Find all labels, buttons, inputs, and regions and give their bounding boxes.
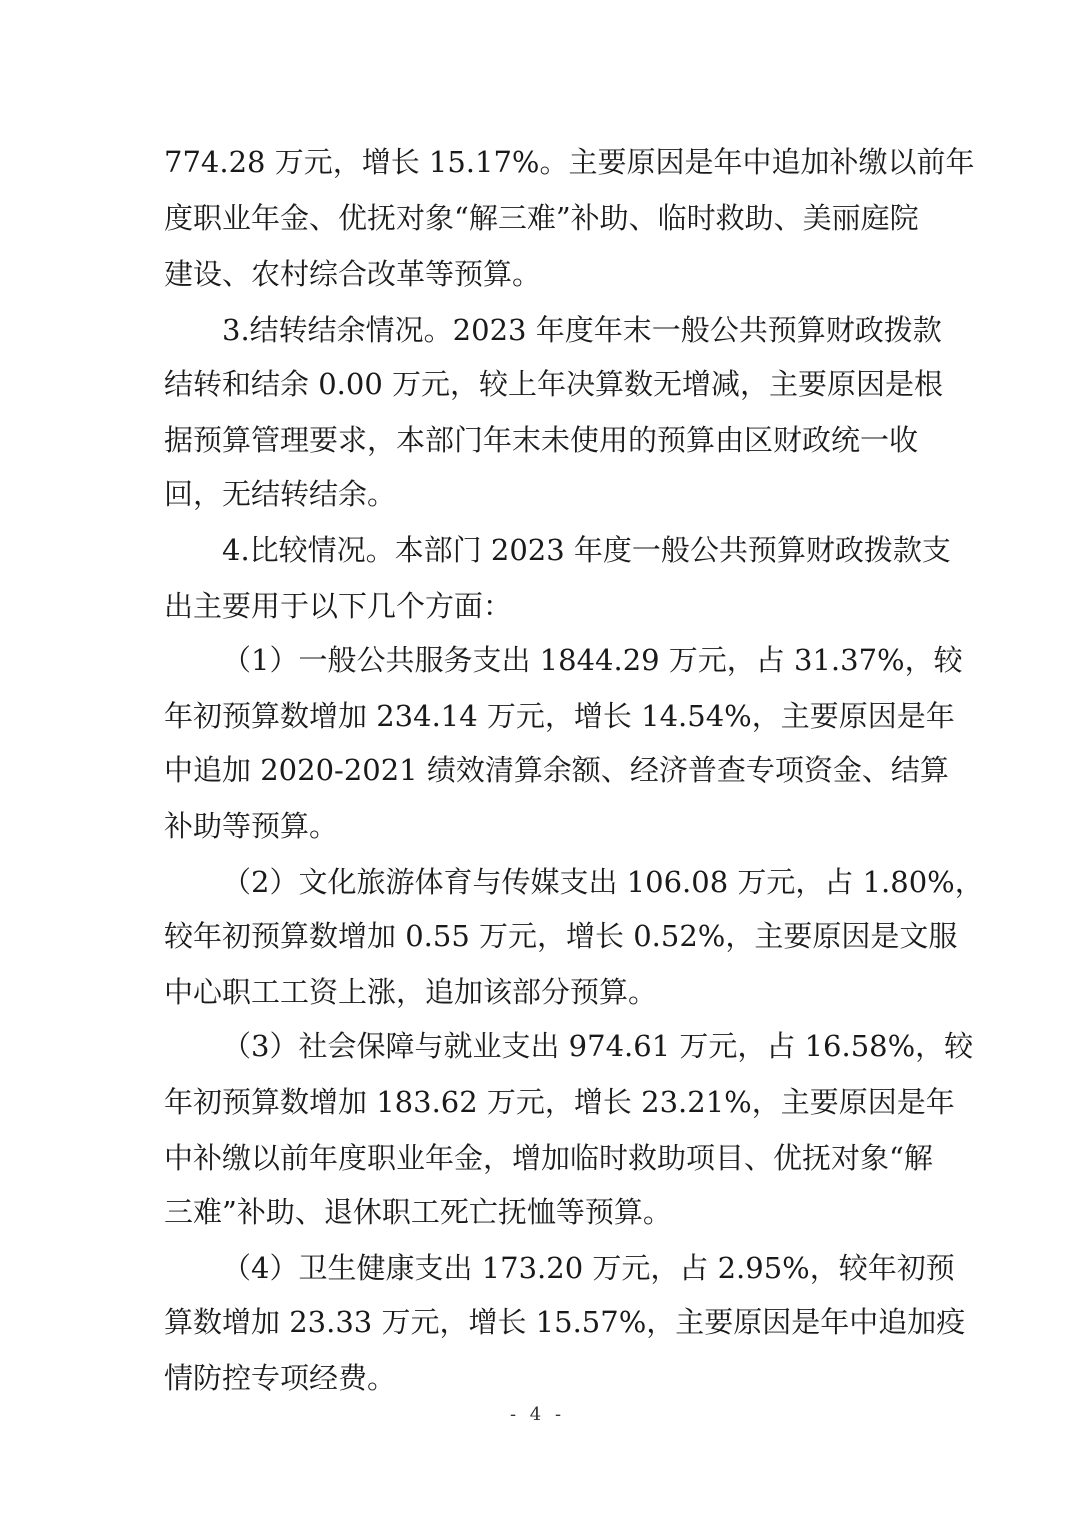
paragraph-line: 三难”补助、退休职工死亡抚恤等预算。 [164,1195,672,1229]
paragraph-line: 算数增加 23.33 万元，增长 15.57%，主要原因是年中追加疫 [164,1305,966,1339]
paragraph-line: （2）文化旅游体育与传媒支出 106.08 万元，占 1.80%， [222,865,984,899]
paragraph-line: 建设、农村综合改革等预算。 [164,257,542,291]
paragraph-line: （3）社会保障与就业支出 974.61 万元，占 16.58%，较 [222,1029,974,1063]
page-number: - 4 - [509,1404,566,1425]
paragraph-line: 回，无结转结余。 [164,477,397,511]
paragraph-line: 4.比较情况。本部门 2023 年度一般公共预算财政拨款支 [222,533,951,567]
paragraph-line: 年初预算数增加 183.62 万元，增长 23.21%，主要原因是年 [164,1085,955,1119]
paragraph-line: 补助等预算。 [164,809,339,843]
paragraph-line: 中心职工工资上涨，追加该部分预算。 [164,975,658,1009]
paragraph-line: 据预算管理要求，本部门年末未使用的预算由区财政统一收 [164,423,919,457]
paragraph-line: 年初预算数增加 234.14 万元，增长 14.54%，主要原因是年 [164,699,955,733]
paragraph-line: 情防控专项经费。 [164,1361,397,1395]
paragraph-line: 中追加 2020-2021 绩效清算余额、经济普查专项资金、结算 [164,753,949,787]
paragraph-line: 较年初预算数增加 0.55 万元，增长 0.52%，主要原因是文服 [164,919,958,953]
paragraph-line: 度职业年金、优抚对象“解三难”补助、临时救助、美丽庭院 [164,201,919,235]
paragraph-line: 中补缴以前年度职业年金，增加临时救助项目、优抚对象“解 [164,1141,933,1175]
paragraph-line: 出主要用于以下几个方面： [164,589,513,623]
paragraph-line: （1）一般公共服务支出 1844.29 万元，占 31.37%，较 [222,643,963,677]
paragraph-line: 774.28 万元，增长 15.17%。主要原因是年中追加补缴以前年 [164,145,975,179]
paragraph-line: 3.结转结余情况。2023 年度年末一般公共预算财政拨款 [222,313,942,347]
paragraph-line: 结转和结余 0.00 万元，较上年决算数无增减，主要原因是根 [164,367,944,401]
paragraph-line: （4）卫生健康支出 173.20 万元，占 2.95%，较年初预 [222,1251,955,1285]
